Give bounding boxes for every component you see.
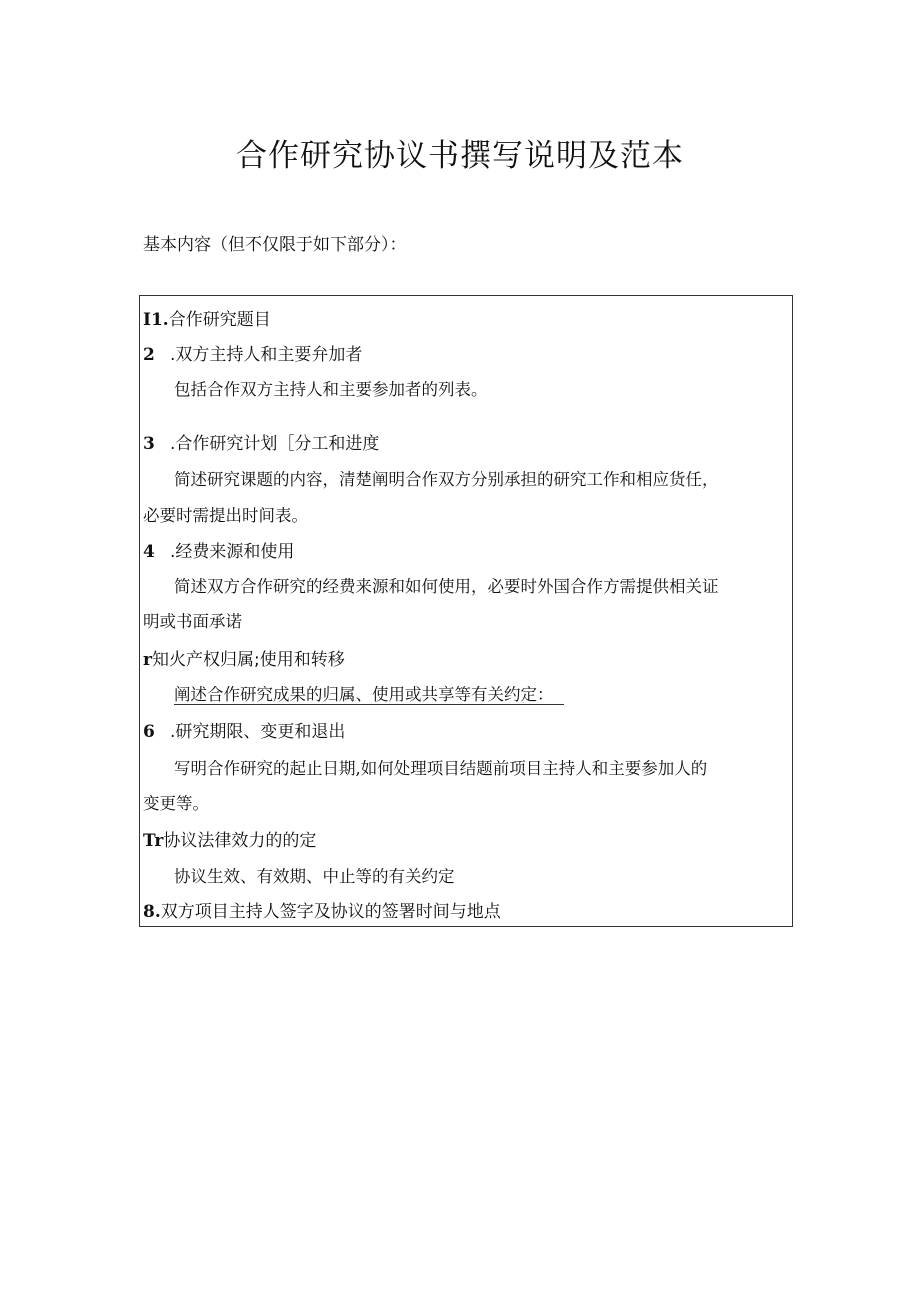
- section-title-4: .经费来源和使用: [170, 542, 295, 562]
- section-number-6: 6: [143, 722, 155, 742]
- section-body-4-line-2: 明或书面承诺: [143, 612, 242, 631]
- section-title-8: 双方项目主持人签字及协议的签署时间与地点: [160, 902, 501, 922]
- section-number-4: 4: [143, 542, 155, 562]
- section-number-1: I1.: [143, 310, 169, 330]
- section-title-2: .双方主持人和主要弁加者: [170, 345, 363, 365]
- section-heading-8: [143, 900, 501, 924]
- section-number-2: 2: [143, 345, 155, 365]
- section-heading-5: [143, 648, 345, 672]
- section-body-6-line-2: 变更等。: [143, 794, 209, 813]
- section-title-1: 合作研究题目: [168, 310, 271, 330]
- section-body-7-line-1: 协议生效、有效期、中止等的有关约定: [174, 867, 455, 886]
- section-heading-3: [143, 432, 379, 456]
- section-body-4-line-1: 简述双方合作研究的经费来源和如何使用，必要时外国合作方需提供相关证: [174, 577, 719, 596]
- section-body-2-line-1: 包括合作双方主持人和主要参加者的列表。: [174, 380, 488, 399]
- underlined-text: 阐述合作研究成果的归属、使用或共享等有关约定：: [174, 685, 564, 705]
- document-title: 合作研究协议书撰写说明及范本: [236, 138, 684, 174]
- content-box: [139, 295, 793, 927]
- section-heading-7: [143, 829, 316, 853]
- intro-text: 基本内容（但不仅限于如下部分）：: [143, 235, 407, 255]
- section-heading-6: [143, 720, 345, 744]
- section-heading-4: [143, 540, 294, 564]
- section-heading-2: [143, 343, 362, 367]
- section-title-6: .研究期限、变更和退出: [170, 722, 346, 742]
- section-title-3: .合作研究计划［分工和进度: [170, 434, 380, 454]
- section-number-3: 3: [143, 434, 155, 454]
- section-title-7: 协议法律效力的的定: [163, 831, 317, 851]
- section-title-5: 知火产权归属;使用和转移: [151, 650, 345, 670]
- section-heading-1: [143, 308, 271, 332]
- section-body-5-line-1: [174, 683, 564, 707]
- section-body-3-line-2: 必要时需提出时间表。: [143, 506, 308, 525]
- section-body-6-line-1: 写明合作研究的起止日期,如何处理项目结题前项目主持人和主要参加人的: [174, 759, 708, 778]
- section-number-5: r: [143, 650, 152, 670]
- section-number-8: 8.: [143, 902, 161, 922]
- section-number-7: Tr: [143, 831, 164, 851]
- section-body-3-line-1: 简述研究课题的内容，清楚阐明合作双方分别承担的研究工作和相应货任，: [174, 470, 719, 489]
